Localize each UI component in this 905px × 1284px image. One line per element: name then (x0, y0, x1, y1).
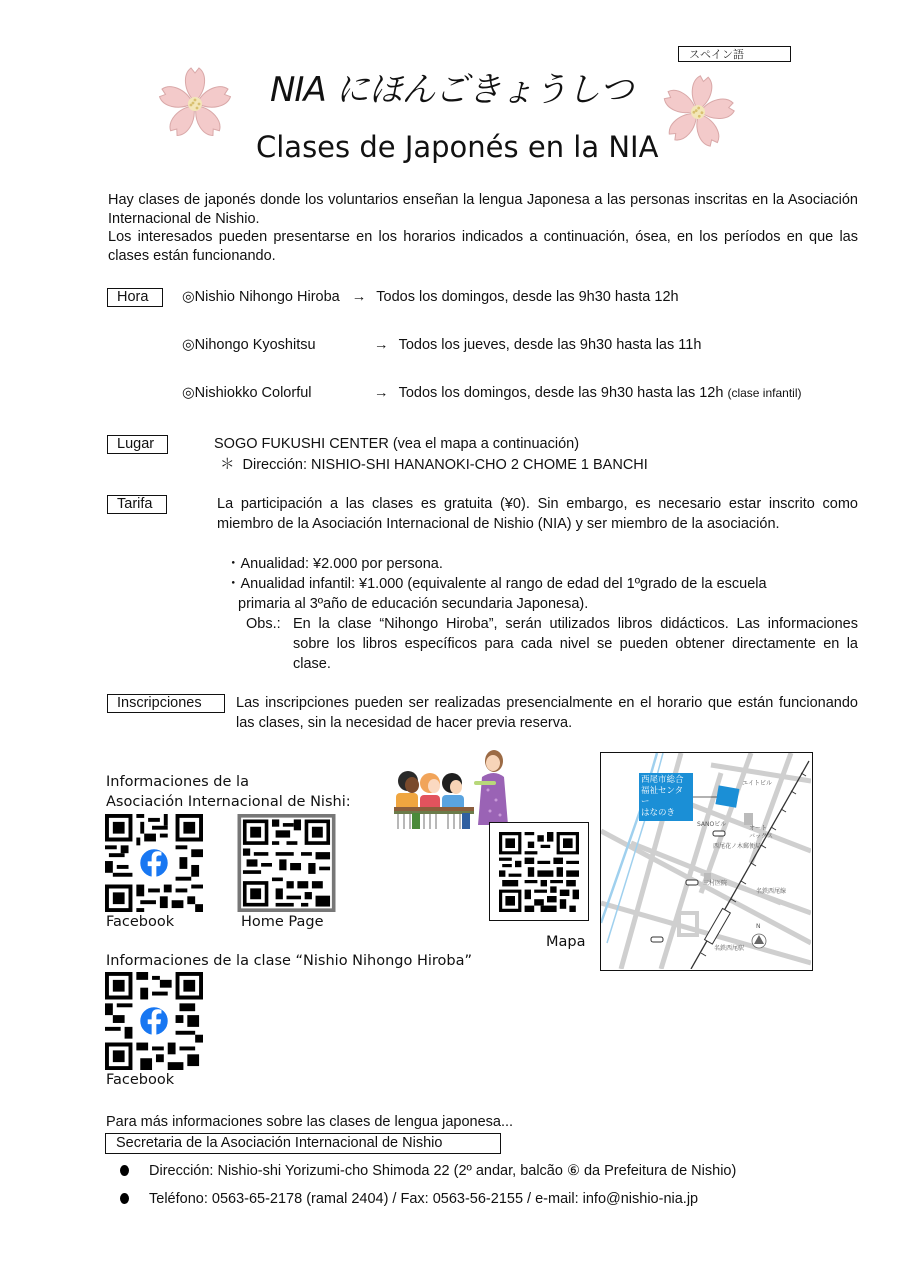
contact-office: Secretaria de la Asociación Internacional de Nishio (105, 1133, 501, 1154)
map-label-autobacs-line1: オート (749, 825, 768, 832)
inscripciones-text: Las inscripciones pueden ser realizadas presencialmente en el horario que están funcionando las clases, sin la necesidad de hacer previa reserva. (236, 695, 858, 731)
map-qr-code[interactable] (499, 832, 579, 912)
intro-paragraph-1: Hay clases de japonés donde los voluntarios enseñan la lengua Japonesa a las personas inscritas en la Asociación Internacional de Nishio. (108, 192, 858, 227)
class-facebook-caption: Facebook (106, 1072, 175, 1088)
schedule-row (182, 287, 679, 307)
schedule-row (182, 335, 701, 355)
tarifa-item-2: ・Anualidad infantil: ¥1.000 (equivalente al rango de edad del 1ºgrado de la escuela (226, 576, 767, 592)
place-address-row (220, 455, 648, 475)
intro-paragraph-2: Los interesados pueden presentarse en los horarios indicados a continuación, ósea, en los períodos en que las clases están funcionando. (108, 229, 858, 264)
map-center-label-line1: 西尾市総合 (641, 775, 684, 785)
contact-address: Dirección: Nishio-shi Yorizumi-cho Shimoda 22 (2º andar, balcão ⑥ da Prefeitura de Nishio) (149, 1163, 737, 1179)
bullet-icon (120, 1165, 129, 1176)
asterisk-icon: ＊ (220, 457, 235, 473)
map-label-yuito: ユイトビル (742, 780, 773, 787)
section-label-tarifa: Tarifa (107, 495, 167, 514)
class-schedule: Todos los domingos, desde las 9h30 hasta las 12h (398, 385, 724, 401)
map-north-label: N (756, 923, 761, 930)
class-schedule: Todos los jueves, desde las 9h30 hasta las 11h (398, 337, 702, 353)
arrow-icon: → (351, 289, 367, 305)
map-roads (601, 753, 811, 969)
homepage-qr-code[interactable] (237, 814, 336, 912)
map-label-station: 名鉄西尾駅 (714, 945, 745, 952)
map-caption: Mapa (546, 934, 586, 950)
obs-text: En la clase “Nihongo Hiroba”, serán utilizados libros didácticos. Las informaciones sobre los libros específicos para cada nivel se pueden obtener directamente en la clase. (293, 616, 858, 672)
facebook-qr-code[interactable] (105, 814, 203, 912)
page-title-japanese: NIA にほんごきょうしつ (270, 70, 633, 110)
contact-intro: Para más informaciones sobre las clases de lengua japonesa... (106, 1114, 514, 1130)
map-center-label-line3: はなのき (641, 808, 676, 818)
map-label-sano: SANOビル (697, 821, 727, 828)
class-schedule: Todos los domingos, desde las 9h30 hasta 12h (376, 289, 679, 305)
class-name: ◎Nishiokko Colorful (182, 385, 312, 401)
class-name: ◎Nishio Nihongo Hiroba (182, 289, 340, 305)
section-label-inscripciones: Inscripciones (107, 694, 225, 713)
place-name: SOGO FUKUSHI CENTER (vea el mapa a continuación) (214, 436, 580, 452)
assoc-info-title-line1: Informaciones de la (106, 774, 249, 790)
arrow-icon: → (374, 385, 389, 401)
contact-phone: Teléfono: 0563-65-2178 (ramal 2404) / Fax: 0563-56-2155 / e-mail: info@nishio-nia.jp (149, 1191, 699, 1207)
tarifa-text: La participación a las clases es gratuita (¥0). Sin embargo, es necesario estar inscrito como miembro de la Asociación Internacional de Nishio (NIA) y ser miembro de la asociación. (217, 496, 858, 532)
section-label-hora: Hora (107, 288, 163, 307)
section-label-lugar: Lugar (107, 435, 168, 454)
map-center-label-line2: 福祉センター (641, 786, 684, 807)
intro-text (108, 191, 858, 265)
facebook-caption: Facebook (106, 914, 175, 930)
place-address: Dirección: NISHIO-SHI HANANOKI-CHO 2 CHOME 1 BANCHI (242, 457, 648, 473)
class-info-title: Informaciones de la clase “Nishio Nihongo Hiroba” (106, 953, 473, 969)
map-label-autobacs (749, 825, 773, 841)
contact-address-row (120, 1161, 736, 1181)
page-title-spanish: Clases de Japonés en la NIA (256, 130, 659, 164)
assoc-info-title-line2: Asociación Internacional de Nishi: (106, 794, 351, 810)
class-note: (clase infantil) (727, 386, 802, 400)
map-label-clinic: 三村医院 (703, 880, 728, 887)
arrow-icon: → (374, 337, 389, 353)
classroom-illustration-icon (390, 745, 510, 833)
class-name: ◎Nihongo Kyoshitsu (182, 337, 316, 353)
map-label-post-office: 西尾花ノ木郵便局 (713, 843, 762, 850)
map-label-autobacs-line2: バックス (749, 833, 773, 840)
class-facebook-qr-code[interactable] (105, 972, 203, 1070)
tarifa-item-1: ・Anualidad: ¥2.000 por persona. (226, 556, 443, 572)
map-qr-frame[interactable] (489, 822, 589, 921)
bullet-icon (120, 1193, 129, 1204)
map-label-rail-line: 名鉄西尾線 (756, 888, 787, 895)
homepage-caption: Home Page (241, 914, 324, 930)
location-map[interactable] (600, 752, 813, 971)
language-tag: スペイン語 (678, 46, 791, 62)
cherry-blossom-icon (155, 64, 235, 144)
map-center-label (639, 773, 693, 821)
tarifa-item-2-cont: primaria al 3ºaño de educación secundaria Japonesa). (238, 596, 589, 612)
contact-phone-row (120, 1189, 698, 1209)
obs-label: Obs.: (246, 616, 281, 632)
schedule-row (182, 383, 801, 403)
